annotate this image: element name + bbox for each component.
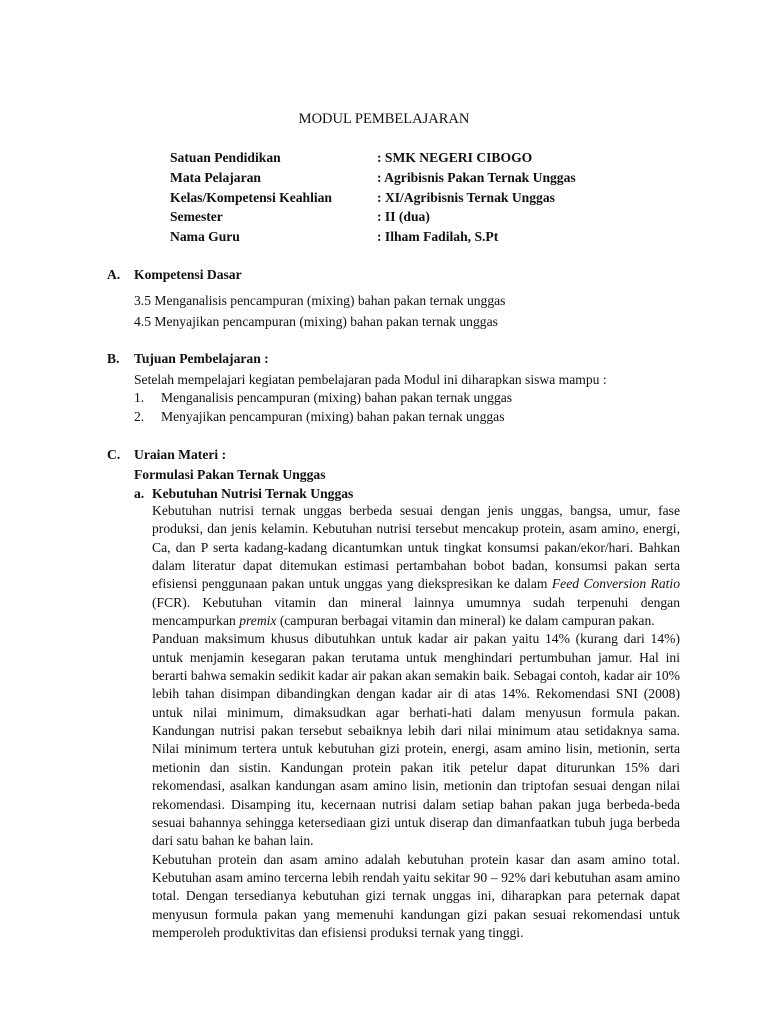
section-b-intro: Setelah mempelajari kegiatan pembelajaran pada Modul ini diharapkan siswa mampu : [134, 372, 607, 387]
info-value: : Ilham Fadilah, S.Pt [377, 229, 499, 245]
paragraph-3: Kebutuhan protein dan asam amino adalah kebutuhan protein kasar dan asam amino total. Kebutuhan asam amino tercerna lebih rendah yaitu sekitar 90 – 92% dari kebutuhan asam amino total. Dengan tersedianya kebutuhan gizi ternak unggas ini, diharapkan para peternak dapat menyusun formula pakan yang memenuhi kandungan gizi pakan sesuai rekomendasi untuk memperoleh produktivitas dan efisiensi produksi ternak yang tinggi. [152, 851, 680, 940]
material-subheading: Formulasi Pakan Ternak Unggas [134, 467, 326, 482]
text-run: Kebutuhan nutrisi ternak unggas berbeda sesuai dengan jenis unggas, bangsa, umur, fase produksi, dan jenis kelamin. Kebutuhan nutrisi tersebut mencakup protein, asam amino, energi, Ca, dan P serta kadang-kadang dicantumkan untuk tingkat konsumsi pakan/ekor/hari. Bahkan dalam literatur dapat ditemukan estimasi pertambahan bobot badan, konsumsi pakan serta efisiensi penggunaan pakan untuk unggas yang diekspresikan ke dalam [152, 503, 680, 592]
list-text: Menyajikan pencampuran (mixing) bahan pakan ternak unggas [161, 408, 505, 424]
section-title: Kompetensi Dasar [134, 267, 242, 282]
list-number: 1. [134, 390, 145, 405]
info-value: : SMK NEGERI CIBOGO [377, 150, 533, 165]
sub-a-letter: a. [134, 486, 145, 501]
info-label: Kelas/Kompetensi Keahlian [170, 189, 332, 205]
section-title: Tujuan Pembelajaran : [134, 351, 269, 366]
page-title: MODUL PEMBELAJARAN [298, 111, 470, 127]
info-label: Satuan Pendidikan [170, 150, 281, 165]
info-value: : Agribisnis Pakan Ternak Unggas [377, 169, 576, 185]
info-value: : XI/Agribisnis Ternak Unggas [377, 189, 555, 205]
sub-a-title: Kebutuhan Nutrisi Ternak Unggas [152, 486, 354, 501]
info-label: Semester [170, 209, 223, 225]
info-label: Mata Pelajaran [170, 169, 261, 185]
section-letter: C. [107, 447, 121, 462]
italic-term: premix [239, 613, 277, 629]
list-number: 2. [134, 408, 145, 424]
text-run: (campuran berbagai vitamin dan mineral) ke dalam campuran pakan. [276, 613, 655, 629]
info-value: : II (dua) [377, 209, 430, 225]
body-text [152, 502, 680, 942]
section-title: Uraian Materi : [134, 447, 227, 462]
section-letter: B. [107, 351, 120, 366]
list-text: Menganalisis pencampuran (mixing) bahan pakan ternak unggas [161, 390, 513, 405]
paragraph-2: Panduan maksimum khusus dibutuhkan untuk kadar air pakan yaitu 14% (kurang dari 14%) untuk menjamin kesegaran pakan terutama untuk menghindari pertumbuhan jamur. Hal ini berarti bahwa semakin sedikit kadar air pakan akan semakin baik. Sebagai contoh, kadar air 10% lebih tahan disimpan dibandingkan dengan kadar air di atas 14%. Rekomendasi SNI (2008) untuk nilai minimum, dimaksudkan agar berhati-hati dalam menyusun formula pakan. Kandungan nutrisi pakan tersebut sebaiknya lebih dari nilai minimum atau setidaknya sama. Nilai minimum tertera untuk kebutuhan gizi protein, energi, asam amino lisin, metionin, serta metionin dan sistin. Kandungan protein pakan itik petelur dapat diturunkan 15% dari rekomendasi, asalkan kandungan asam amino lisin, metionin dan triptofan sesuai dengan nilai rekomendasi. Disamping itu, kecernaan nutrisi dalam setiap bahan pakan juga berbeda-beda sesuai bahannya sehingga ketersediaan gizi untuk diserap dan dimanfaatkan tubuh juga berbeda dari satu bahan ke bahan lain. [152, 631, 680, 849]
paragraph-1 [152, 502, 680, 630]
kd-item: 4.5 Menyajikan pencampuran (mixing) bahan pakan ternak unggas [134, 314, 498, 329]
section-letter: A. [107, 267, 121, 282]
info-label: Nama Guru [170, 229, 240, 245]
italic-term: Feed Conversion Ratio [551, 576, 680, 592]
text-run: (FCR). Kebutuhan vitamin dan mineral lainnya umumnya sudah terpenuhi dengan mencampurkan [152, 594, 680, 629]
kd-item: 3.5 Menganalisis pencampuran (mixing) bahan pakan ternak unggas [134, 293, 506, 308]
